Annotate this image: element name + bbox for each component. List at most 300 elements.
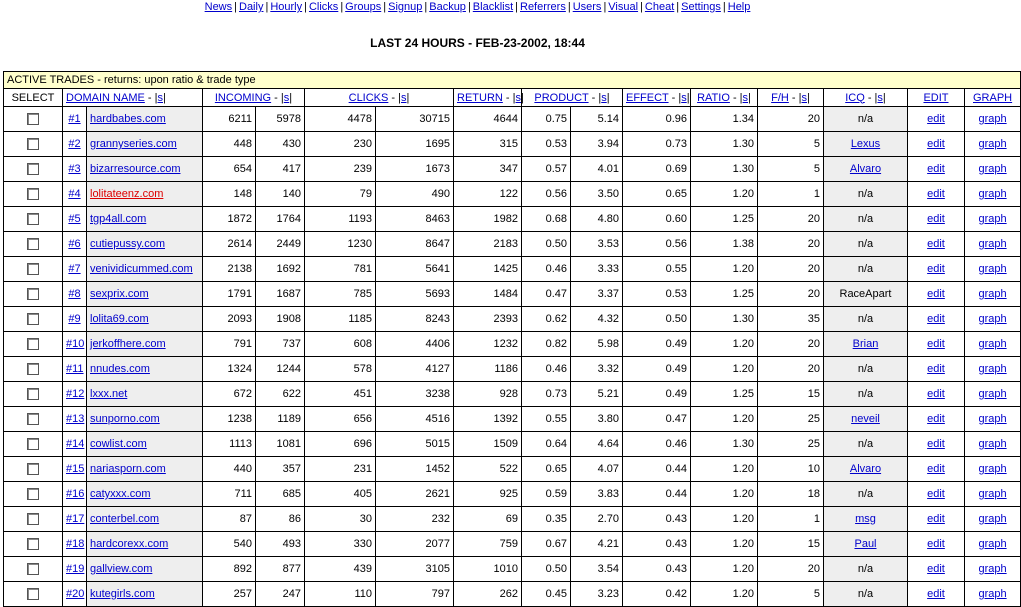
header-fh: F/H - |s|	[758, 89, 824, 107]
graph-link[interactable]: graph	[978, 413, 1007, 425]
product-per-cell: 4.07	[571, 457, 623, 482]
sort-effect-link[interactable]: EFFECT	[626, 91, 669, 104]
incoming-raw-cell: 6211	[203, 107, 256, 132]
nav-referrers-link[interactable]: Referrers	[520, 1, 566, 13]
select-cell	[4, 432, 63, 457]
incoming-raw-cell: 87	[203, 507, 256, 532]
ratio-cell: 1.25	[691, 282, 758, 307]
select-cell	[4, 382, 63, 407]
product-per-cell: 3.33	[571, 257, 623, 282]
header-graph-link[interactable]: GRAPH	[973, 91, 1013, 104]
product-per-cell: 3.37	[571, 282, 623, 307]
clicks-raw-cell: 4516	[376, 407, 454, 432]
domain-link[interactable]: kutegirls.com	[90, 588, 155, 600]
product-ratio-cell: 0.46	[522, 257, 571, 282]
graph-link[interactable]: graph	[978, 188, 1007, 200]
select-cell	[4, 182, 63, 207]
domain-link[interactable]: hardbabes.com	[90, 113, 166, 125]
graph-link[interactable]: graph	[978, 488, 1007, 500]
rank-link[interactable]: #1	[68, 113, 81, 125]
sort-return-s-link[interactable]: s	[515, 91, 521, 104]
rank-link[interactable]: #5	[68, 213, 81, 225]
select-cell	[4, 207, 63, 232]
product-per-cell: 2.70	[571, 507, 623, 532]
icq-link[interactable]: Paul	[854, 538, 877, 550]
icq-link[interactable]: Lexus	[850, 138, 881, 150]
rank-link[interactable]: #9	[68, 313, 81, 325]
table-row	[4, 332, 1021, 357]
graph-cell	[965, 307, 1021, 332]
product-per-cell: 3.94	[571, 132, 623, 157]
select-checkbox[interactable]	[27, 588, 39, 600]
incoming-unique-cell: 430	[256, 132, 305, 157]
effect-cell: 0.56	[623, 232, 691, 257]
sort-effect-s-link[interactable]: s	[681, 91, 687, 104]
clicks-raw-cell: 3105	[376, 557, 454, 582]
incoming-raw-cell: 540	[203, 532, 256, 557]
effect-cell: 0.96	[623, 107, 691, 132]
icq-cell: n/a	[824, 257, 908, 282]
select-checkbox[interactable]	[27, 263, 39, 275]
domain-link[interactable]: hardcorexx.com	[90, 538, 169, 550]
effect-cell: 0.49	[623, 357, 691, 382]
table-row	[4, 432, 1021, 457]
rank-cell	[63, 282, 87, 307]
sort-icq-link[interactable]: ICQ	[845, 91, 865, 104]
nav-help-link[interactable]: Help	[727, 1, 751, 13]
select-checkbox[interactable]	[27, 188, 39, 200]
incoming-unique-cell: 1189	[256, 407, 305, 432]
domain-cell	[87, 107, 203, 132]
clicks-unique-cell: 1185	[305, 307, 376, 332]
header-edit-link[interactable]: EDIT	[923, 91, 949, 104]
select-cell	[4, 532, 63, 557]
nav-visual-link[interactable]: Visual	[608, 1, 639, 13]
edit-link[interactable]: edit	[927, 363, 945, 375]
effect-cell: 0.49	[623, 382, 691, 407]
edit-link[interactable]: edit	[927, 288, 945, 300]
sort-return-link[interactable]: RETURN	[457, 91, 503, 104]
ratio-cell: 1.30	[691, 157, 758, 182]
select-checkbox[interactable]	[27, 563, 39, 575]
product-ratio-cell: 0.53	[522, 132, 571, 157]
graph-link[interactable]: graph	[978, 388, 1007, 400]
header-return: RETURN - |s|	[454, 89, 522, 107]
table-row	[4, 282, 1021, 307]
icq-link[interactable]: Alvaro	[849, 163, 882, 175]
page-title: LAST 24 HOURS - FEB-23-2002, 18:44	[370, 36, 585, 50]
ratio-cell: 1.30	[691, 432, 758, 457]
rank-cell	[63, 457, 87, 482]
incoming-raw-cell: 2614	[203, 232, 256, 257]
domain-cell	[87, 182, 203, 207]
select-checkbox[interactable]	[27, 463, 39, 475]
select-checkbox[interactable]	[27, 138, 39, 150]
graph-link[interactable]: graph	[978, 113, 1007, 125]
product-ratio-cell: 0.55	[522, 407, 571, 432]
incoming-raw-cell: 257	[203, 582, 256, 607]
graph-cell	[965, 132, 1021, 157]
ratio-cell: 1.34	[691, 107, 758, 132]
rank-link[interactable]: #20	[66, 588, 85, 600]
fh-cell: 25	[758, 432, 824, 457]
edit-link[interactable]: edit	[927, 538, 945, 550]
domain-link[interactable]: nariasporn.com	[90, 463, 166, 475]
edit-link[interactable]: edit	[927, 138, 945, 150]
table-row	[4, 457, 1021, 482]
incoming-unique-cell: 877	[256, 557, 305, 582]
rank-cell	[63, 107, 87, 132]
edit-link[interactable]: edit	[927, 413, 945, 425]
incoming-unique-cell: 1081	[256, 432, 305, 457]
domain-cell	[87, 382, 203, 407]
sort-domain-link[interactable]: DOMAIN NAME	[66, 91, 145, 104]
domain-cell	[87, 332, 203, 357]
table-row	[4, 407, 1021, 432]
edit-link[interactable]: edit	[927, 513, 945, 525]
domain-link[interactable]: lolita69.com	[90, 313, 149, 325]
sort-icq-s-link[interactable]: s	[877, 91, 883, 104]
domain-link[interactable]: tgp4all.com	[90, 213, 147, 225]
clicks-unique-cell: 439	[305, 557, 376, 582]
header-effect: EFFECT - |s|	[623, 89, 691, 107]
return-cell: 2393	[454, 307, 522, 332]
fh-cell: 15	[758, 382, 824, 407]
header-ratio: RATIO - |s|	[691, 89, 758, 107]
icq-cell	[824, 157, 908, 182]
rank-link[interactable]: #3	[68, 163, 81, 175]
incoming-unique-cell: 5978	[256, 107, 305, 132]
edit-link[interactable]: edit	[927, 113, 945, 125]
incoming-unique-cell: 1687	[256, 282, 305, 307]
edit-link[interactable]: edit	[927, 463, 945, 475]
icq-cell: n/a	[824, 357, 908, 382]
domain-link[interactable]: jerkoffhere.com	[90, 338, 166, 350]
domain-link[interactable]: conterbel.com	[90, 513, 160, 525]
clicks-unique-cell: 781	[305, 257, 376, 282]
domain-link[interactable]: grannyseries.com	[90, 138, 177, 150]
table-row	[4, 182, 1021, 207]
edit-cell	[908, 282, 965, 307]
incoming-raw-cell: 448	[203, 132, 256, 157]
edit-link[interactable]: edit	[927, 563, 945, 575]
graph-cell	[965, 207, 1021, 232]
fh-cell: 20	[758, 557, 824, 582]
edit-link[interactable]: edit	[927, 388, 945, 400]
sort-product-s-link[interactable]: s	[601, 91, 607, 104]
rank-cell	[63, 157, 87, 182]
select-checkbox[interactable]	[27, 238, 39, 250]
sort-clicks-s-link[interactable]: s	[401, 91, 407, 104]
domain-cell	[87, 357, 203, 382]
product-ratio-cell: 0.50	[522, 557, 571, 582]
rank-link[interactable]: #14	[66, 438, 85, 450]
nav-cheat-link[interactable]: Cheat	[644, 1, 675, 13]
product-per-cell: 4.21	[571, 532, 623, 557]
fh-cell: 20	[758, 257, 824, 282]
domain-link[interactable]: venividicummed.com	[90, 263, 193, 275]
domain-link[interactable]: catyxxx.com	[90, 488, 151, 500]
effect-cell: 0.44	[623, 482, 691, 507]
table-row	[4, 157, 1021, 182]
clicks-raw-cell: 1673	[376, 157, 454, 182]
icq-cell: n/a	[824, 207, 908, 232]
return-cell: 1186	[454, 357, 522, 382]
select-cell	[4, 307, 63, 332]
rank-link[interactable]: #16	[66, 488, 85, 500]
graph-link[interactable]: graph	[978, 513, 1007, 525]
icq-cell: n/a	[824, 107, 908, 132]
fh-cell: 5	[758, 132, 824, 157]
nav-groups-link[interactable]: Groups	[345, 1, 382, 13]
sort-domain-s-link[interactable]: s	[157, 91, 163, 104]
graph-link[interactable]: graph	[978, 138, 1007, 150]
product-per-cell: 5.14	[571, 107, 623, 132]
product-per-cell: 3.50	[571, 182, 623, 207]
nav-clicks-link[interactable]: Clicks	[308, 1, 339, 13]
return-cell: 1484	[454, 282, 522, 307]
select-checkbox[interactable]	[27, 288, 39, 300]
edit-link[interactable]: edit	[927, 238, 945, 250]
ratio-cell: 1.20	[691, 182, 758, 207]
product-ratio-cell: 0.35	[522, 507, 571, 532]
nav-news-link[interactable]: News	[204, 1, 233, 13]
header-product: PRODUCT - |s|	[522, 89, 623, 107]
rank-link[interactable]: #8	[68, 288, 81, 300]
graph-cell	[965, 407, 1021, 432]
select-checkbox[interactable]	[27, 388, 39, 400]
edit-link[interactable]: edit	[927, 438, 945, 450]
edit-link[interactable]: edit	[927, 588, 945, 600]
ratio-cell: 1.20	[691, 507, 758, 532]
fh-cell: 20	[758, 332, 824, 357]
edit-cell	[908, 532, 965, 557]
ratio-cell: 1.20	[691, 532, 758, 557]
domain-cell	[87, 432, 203, 457]
clicks-unique-cell: 451	[305, 382, 376, 407]
clicks-raw-cell: 1695	[376, 132, 454, 157]
select-cell	[4, 332, 63, 357]
clicks-raw-cell: 797	[376, 582, 454, 607]
clicks-unique-cell: 405	[305, 482, 376, 507]
fh-cell: 20	[758, 357, 824, 382]
domain-link[interactable]: sexprix.com	[90, 288, 149, 300]
product-ratio-cell: 0.50	[522, 232, 571, 257]
incoming-unique-cell: 622	[256, 382, 305, 407]
edit-link[interactable]: edit	[927, 188, 945, 200]
sort-product-link[interactable]: PRODUCT	[534, 91, 589, 104]
rank-link[interactable]: #7	[68, 263, 81, 275]
sort-incoming-link[interactable]: INCOMING	[214, 91, 272, 104]
product-ratio-cell: 0.73	[522, 382, 571, 407]
fh-cell: 5	[758, 582, 824, 607]
clicks-unique-cell: 1230	[305, 232, 376, 257]
icq-cell: n/a	[824, 557, 908, 582]
rank-link[interactable]: #12	[66, 388, 85, 400]
select-checkbox[interactable]	[27, 313, 39, 325]
graph-link[interactable]: graph	[978, 463, 1007, 475]
clicks-raw-cell: 1452	[376, 457, 454, 482]
graph-cell	[965, 382, 1021, 407]
select-checkbox[interactable]	[27, 488, 39, 500]
select-checkbox[interactable]	[27, 513, 39, 525]
graph-link[interactable]: graph	[978, 263, 1007, 275]
ratio-cell: 1.20	[691, 557, 758, 582]
sort-fh-s-link[interactable]: s	[801, 91, 807, 104]
domain-link[interactable]: lxxx.net	[90, 388, 128, 400]
effect-cell: 0.65	[623, 182, 691, 207]
ratio-cell: 1.20	[691, 482, 758, 507]
icq-cell	[824, 332, 908, 357]
graph-link[interactable]: graph	[978, 238, 1007, 250]
clicks-unique-cell: 696	[305, 432, 376, 457]
domain-link[interactable]: cutiepussy.com	[90, 238, 165, 250]
icq-link[interactable]: neveil	[851, 413, 880, 425]
table-row	[4, 382, 1021, 407]
nav-users-link[interactable]: Users	[572, 1, 602, 13]
incoming-raw-cell: 1791	[203, 282, 256, 307]
rank-link[interactable]: #18	[66, 538, 85, 550]
domain-link[interactable]: lolitateenz.com	[90, 188, 164, 200]
icq-link[interactable]: Brian	[852, 338, 879, 350]
select-checkbox[interactable]	[27, 538, 39, 550]
rank-link[interactable]: #6	[68, 238, 81, 250]
graph-link[interactable]: graph	[978, 338, 1007, 350]
nav-blacklist-link[interactable]: Blacklist	[472, 1, 514, 13]
rank-cell	[63, 257, 87, 282]
sort-ratio-s-link[interactable]: s	[742, 91, 749, 104]
incoming-raw-cell: 654	[203, 157, 256, 182]
domain-link[interactable]: cowlist.com	[90, 438, 147, 450]
domain-cell	[87, 232, 203, 257]
icq-cell: n/a	[824, 582, 908, 607]
ratio-cell: 1.20	[691, 407, 758, 432]
edit-cell	[908, 432, 965, 457]
nav-settings-link[interactable]: Settings	[681, 1, 721, 13]
clicks-unique-cell: 578	[305, 357, 376, 382]
graph-link[interactable]: graph	[978, 438, 1007, 450]
edit-link[interactable]: edit	[927, 338, 945, 350]
return-cell: 925	[454, 482, 522, 507]
icq-link[interactable]: msg	[855, 513, 876, 525]
incoming-raw-cell: 440	[203, 457, 256, 482]
return-cell: 1509	[454, 432, 522, 457]
nav-backup-link[interactable]: Backup	[429, 1, 466, 13]
domain-link[interactable]: bizarresource.com	[90, 163, 181, 175]
nav-hourly-link[interactable]: Hourly	[270, 1, 303, 13]
rank-cell	[63, 132, 87, 157]
edit-link[interactable]: edit	[927, 163, 945, 175]
ratio-cell: 1.20	[691, 332, 758, 357]
domain-link[interactable]: sunporno.com	[90, 413, 160, 425]
clicks-raw-cell: 3238	[376, 382, 454, 407]
domain-link[interactable]: nnudes.com	[90, 363, 150, 375]
select-checkbox[interactable]	[27, 113, 39, 125]
product-per-cell: 5.98	[571, 332, 623, 357]
graph-link[interactable]: graph	[978, 563, 1007, 575]
nav-signup-link[interactable]: Signup	[388, 1, 423, 13]
graph-cell	[965, 182, 1021, 207]
sort-clicks-link[interactable]: CLICKS	[348, 91, 389, 104]
return-cell: 122	[454, 182, 522, 207]
select-checkbox[interactable]	[27, 438, 39, 450]
clicks-unique-cell: 110	[305, 582, 376, 607]
domain-cell	[87, 457, 203, 482]
product-ratio-cell: 0.59	[522, 482, 571, 507]
fh-cell: 5	[758, 157, 824, 182]
icq-link[interactable]: Alvaro	[849, 463, 882, 475]
incoming-raw-cell: 1238	[203, 407, 256, 432]
icq-cell	[824, 507, 908, 532]
edit-link[interactable]: edit	[927, 213, 945, 225]
graph-cell	[965, 282, 1021, 307]
return-cell: 1010	[454, 557, 522, 582]
edit-link[interactable]: edit	[927, 313, 945, 325]
rank-link[interactable]: #2	[68, 138, 81, 150]
rank-cell	[63, 482, 87, 507]
graph-link[interactable]: graph	[978, 288, 1007, 300]
rank-link[interactable]: #17	[66, 513, 85, 525]
table-row	[4, 307, 1021, 332]
rank-link[interactable]: #4	[68, 188, 81, 200]
incoming-unique-cell: 685	[256, 482, 305, 507]
graph-cell	[965, 107, 1021, 132]
rank-link[interactable]: #15	[66, 463, 85, 475]
active-trades-table	[3, 71, 1021, 607]
domain-cell	[87, 557, 203, 582]
edit-cell	[908, 407, 965, 432]
sort-fh-link[interactable]: F/H	[771, 91, 789, 104]
graph-link[interactable]: graph	[978, 313, 1007, 325]
edit-link[interactable]: edit	[927, 488, 945, 500]
clicks-raw-cell: 4406	[376, 332, 454, 357]
effect-cell: 0.55	[623, 257, 691, 282]
return-cell: 759	[454, 532, 522, 557]
clicks-unique-cell: 4478	[305, 107, 376, 132]
select-checkbox[interactable]	[27, 163, 39, 175]
select-checkbox[interactable]	[27, 413, 39, 425]
select-checkbox[interactable]	[27, 338, 39, 350]
rank-link[interactable]: #10	[66, 338, 85, 350]
sort-ratio-link[interactable]: RATIO	[697, 91, 730, 104]
select-cell	[4, 107, 63, 132]
graph-link[interactable]: graph	[978, 538, 1007, 550]
edit-link[interactable]: edit	[927, 263, 945, 275]
rank-link[interactable]: #19	[66, 563, 85, 575]
graph-link[interactable]: graph	[978, 588, 1007, 600]
header-domain: DOMAIN NAME - |s|	[63, 89, 203, 107]
domain-link[interactable]: gallview.com	[90, 563, 153, 575]
nav-daily-link[interactable]: Daily	[239, 1, 264, 13]
rank-link[interactable]: #11	[66, 363, 84, 375]
graph-link[interactable]: graph	[978, 213, 1007, 225]
nav-separator: |	[234, 1, 237, 13]
select-checkbox[interactable]	[27, 363, 39, 375]
icq-cell: n/a	[824, 432, 908, 457]
header-select: SELECT	[4, 89, 63, 107]
incoming-unique-cell: 357	[256, 457, 305, 482]
rank-link[interactable]: #13	[66, 413, 85, 425]
rank-cell	[63, 432, 87, 457]
product-per-cell: 4.64	[571, 432, 623, 457]
clicks-raw-cell: 30715	[376, 107, 454, 132]
graph-link[interactable]: graph	[978, 163, 1007, 175]
select-checkbox[interactable]	[27, 213, 39, 225]
sort-incoming-s-link[interactable]: s	[283, 91, 290, 104]
rank-cell	[63, 532, 87, 557]
table-row	[4, 132, 1021, 157]
graph-link[interactable]: graph	[978, 363, 1007, 375]
